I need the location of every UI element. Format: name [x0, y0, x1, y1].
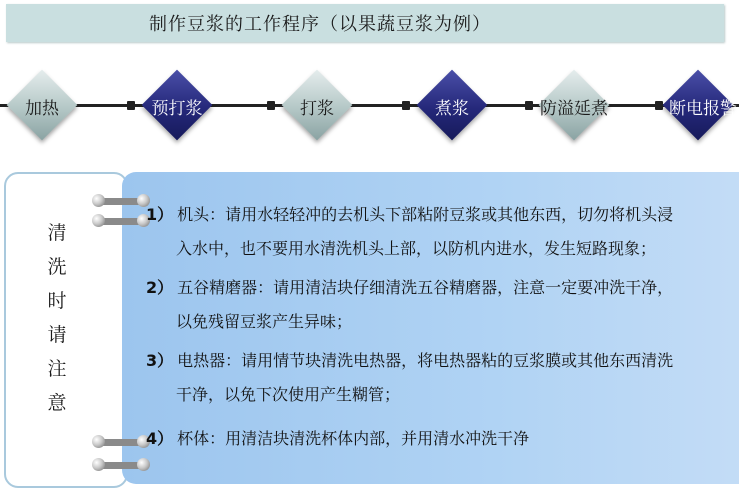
binder-ring [93, 435, 149, 449]
step-label: 加热 [25, 99, 59, 119]
step-anti-overflow [539, 70, 609, 140]
flow-connector [655, 101, 663, 110]
binder-ring [93, 458, 149, 472]
item-text: 杯体：用清洁块清洗杯体内部，并用清水冲洗干净 [177, 429, 530, 448]
step-label: 防溢延煮 [540, 99, 608, 119]
page-title: 制作豆浆的工作程序（以果蔬豆浆为例） [149, 14, 491, 35]
side-char: 清 [47, 222, 67, 244]
step-power-off-alarm [663, 70, 737, 140]
side-char: 洗 [47, 256, 67, 278]
item-text: 五谷精磨器：请用清洁块仔细清洗五谷精磨器，注意一定要冲洗干净， [177, 278, 674, 297]
side-label [42, 216, 72, 420]
step-boil [417, 70, 487, 140]
step-pre-blend [142, 70, 212, 140]
item-text: 入水中，也不要用水清洗机头上部，以防机内进水，发生短路现象； [176, 239, 657, 258]
step-label: 预打浆 [151, 99, 203, 119]
side-char: 意 [47, 392, 67, 414]
instruction-item-3 [146, 344, 673, 412]
side-char: 注 [47, 358, 67, 380]
side-char: 时 [47, 290, 67, 312]
item-number: 2） [146, 278, 174, 297]
binder-ring [93, 194, 149, 208]
item-text: 机头：请用水轻轻冲的去机头下部粘附豆浆或其他东西，切勿将机头浸 [177, 205, 674, 224]
binder-ring [93, 214, 149, 228]
item-text: 以免残留豆浆产生异味； [176, 312, 353, 331]
step-label: 打浆 [300, 99, 334, 119]
item-text: 电热器：请用情节块清洗电热器，将电热器粘的豆浆膜或其他东西清洗 [177, 351, 674, 370]
title-banner [6, 4, 724, 42]
item-text: 干净，以免下次使用产生糊管； [176, 385, 401, 404]
item-number: 1） [146, 205, 174, 224]
item-number: 4） [146, 429, 174, 448]
instruction-item-4 [146, 422, 529, 456]
step-label: 断电报警 [669, 99, 737, 119]
item-number: 3） [146, 351, 174, 370]
instruction-item-1 [146, 198, 673, 266]
step-blend [282, 70, 352, 140]
side-char: 请 [47, 324, 67, 346]
step-label: 煮浆 [435, 99, 469, 119]
instruction-item-2 [146, 271, 673, 339]
step-heating [7, 70, 77, 140]
